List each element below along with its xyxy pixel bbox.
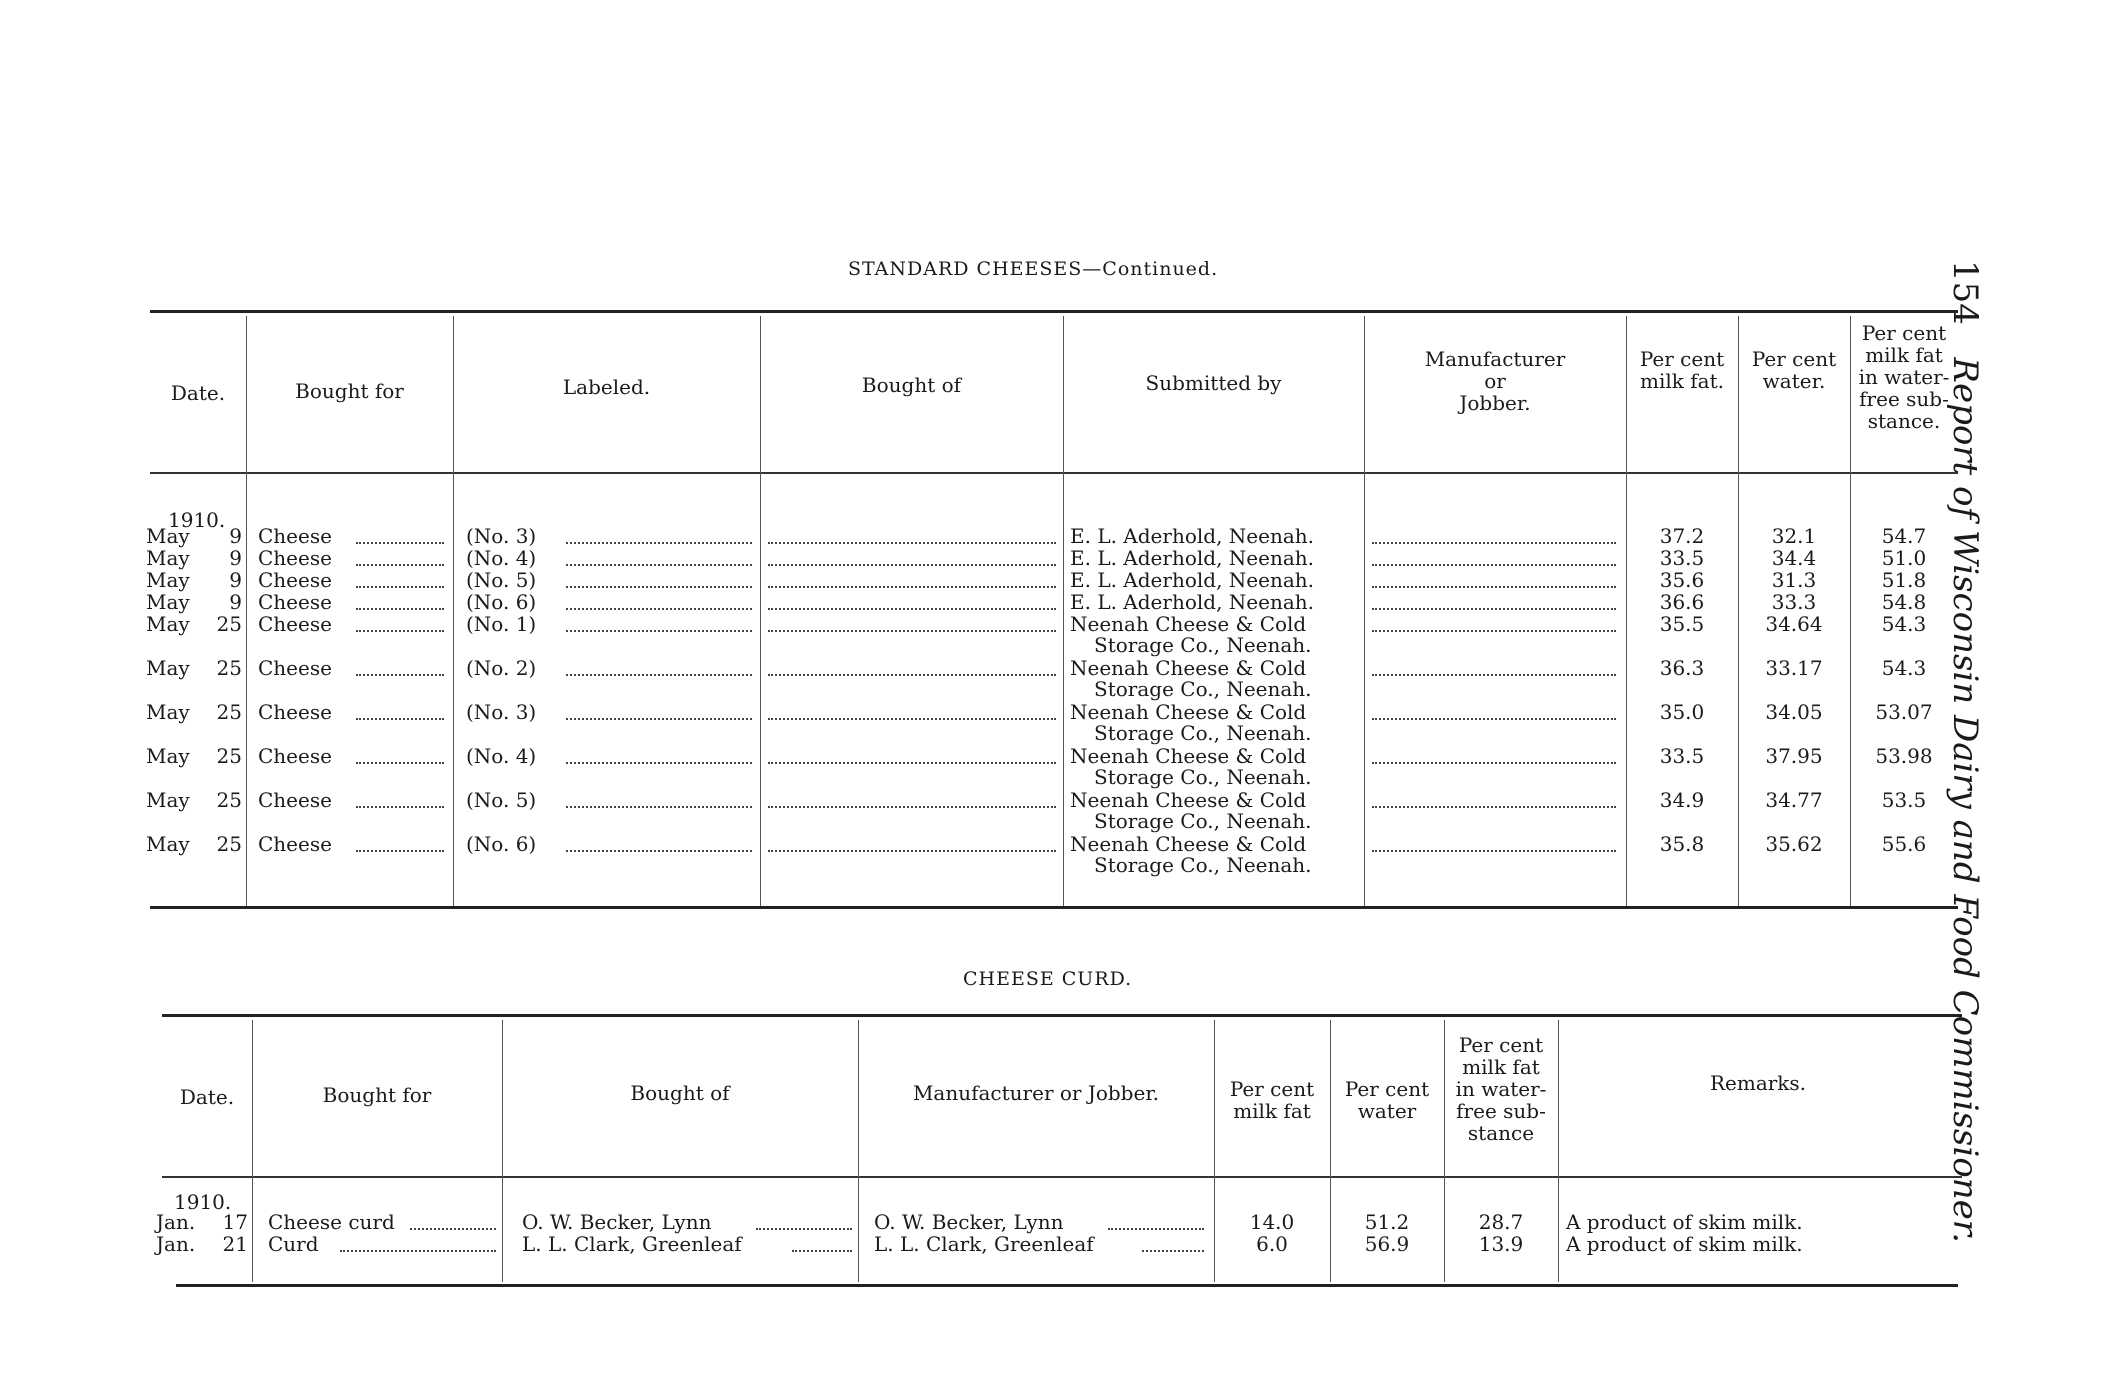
leader-dots xyxy=(1372,718,1616,720)
row-water: 31.3 xyxy=(1771,568,1817,592)
row-submitted-by: Neenah Cheese & Cold xyxy=(1070,744,1307,768)
curd-row-month: Jan. xyxy=(156,1210,196,1234)
curd-hdr-milk-fat: Per cent milk fat xyxy=(1229,1077,1315,1123)
leader-dots xyxy=(1142,1250,1204,1252)
row-water-free: 53.98 xyxy=(1875,744,1933,768)
leader-dots xyxy=(1372,586,1616,588)
leader-dots xyxy=(768,586,1056,588)
leader-dots xyxy=(768,806,1056,808)
row-submitted-by: Neenah Cheese & Cold xyxy=(1070,788,1307,812)
leader-dots xyxy=(356,762,444,764)
row-milk-fat: 35.0 xyxy=(1659,700,1705,724)
leader-dots xyxy=(566,542,752,544)
leader-dots xyxy=(768,630,1056,632)
row-water: 34.77 xyxy=(1765,788,1823,812)
row-water-free: 54.7 xyxy=(1881,524,1927,548)
leader-dots xyxy=(1372,608,1616,610)
hdr-water: Per cent water. xyxy=(1751,347,1837,393)
row-submitted-by-cont: Storage Co., Neenah. xyxy=(1094,633,1312,657)
col-divider xyxy=(760,316,761,906)
row-day: 25 xyxy=(216,744,242,768)
leader-dots xyxy=(356,564,444,566)
leader-dots xyxy=(566,608,752,610)
curd-row-bought-of: O. W. Becker, Lynn xyxy=(522,1210,712,1234)
leader-dots xyxy=(340,1250,496,1252)
row-milk-fat: 34.9 xyxy=(1659,788,1705,812)
row-milk-fat: 37.2 xyxy=(1659,524,1705,548)
row-labeled: (No. 5) xyxy=(466,788,537,812)
row-labeled: (No. 4) xyxy=(466,744,537,768)
year-label: 1910. xyxy=(168,508,226,532)
row-milk-fat: 35.6 xyxy=(1659,568,1705,592)
row-submitted-by: E. L. Aderhold, Neenah. xyxy=(1070,524,1315,548)
row-labeled: (No. 2) xyxy=(466,656,537,680)
leader-dots xyxy=(356,850,444,852)
row-labeled: (No. 3) xyxy=(466,524,537,548)
row-water: 33.17 xyxy=(1765,656,1823,680)
leader-dots xyxy=(1372,564,1616,566)
row-bought-for: Cheese xyxy=(258,612,332,636)
row-month: May xyxy=(146,524,190,548)
row-water-free: 53.07 xyxy=(1875,700,1933,724)
row-submitted-by: Neenah Cheese & Cold xyxy=(1070,612,1307,636)
curd-row-month: Jan. xyxy=(156,1232,196,1256)
row-day: 9 xyxy=(229,590,242,614)
row-day: 9 xyxy=(229,524,242,548)
curd-row-water-free: 28.7 xyxy=(1478,1210,1524,1234)
hdr-date: Date. xyxy=(170,381,226,405)
row-bought-for: Cheese xyxy=(258,546,332,570)
leader-dots xyxy=(566,762,752,764)
hdr-manufacturer: Manufacturer or Jobber. xyxy=(1424,347,1566,415)
col-divider xyxy=(1063,316,1064,906)
row-bought-for: Cheese xyxy=(258,700,332,724)
row-water-free: 54.3 xyxy=(1881,612,1927,636)
leader-dots xyxy=(768,850,1056,852)
curd-hdr-bought-for: Bought for xyxy=(322,1083,432,1107)
leader-dots xyxy=(1372,806,1616,808)
curd-year-label: 1910. xyxy=(174,1190,232,1214)
row-bought-for: Cheese xyxy=(258,744,332,768)
row-water: 32.1 xyxy=(1771,524,1817,548)
curd-row-water-free: 13.9 xyxy=(1478,1232,1524,1256)
row-labeled: (No. 6) xyxy=(466,832,537,856)
curd-row-milk-fat: 14.0 xyxy=(1249,1210,1295,1234)
leader-dots xyxy=(566,718,752,720)
leader-dots xyxy=(1372,542,1616,544)
row-submitted-by: E. L. Aderhold, Neenah. xyxy=(1070,546,1315,570)
curd-hdr-water: Per cent water xyxy=(1344,1077,1430,1123)
row-water: 33.3 xyxy=(1771,590,1817,614)
row-submitted-by: Neenah Cheese & Cold xyxy=(1070,656,1307,680)
row-day: 25 xyxy=(216,656,242,680)
row-bought-for: Cheese xyxy=(258,590,332,614)
row-day: 25 xyxy=(216,832,242,856)
row-month: May xyxy=(146,568,190,592)
row-submitted-by-cont: Storage Co., Neenah. xyxy=(1094,853,1312,877)
hdr-bought-of: Bought of xyxy=(861,373,962,397)
curd-hdr-water-free: Per cent milk fat in water- free sub- stance xyxy=(1455,1033,1547,1145)
curd-hdr-manufacturer: Manufacturer or Jobber. xyxy=(912,1081,1160,1105)
curd-row-bought-of: L. L. Clark, Greenleaf xyxy=(522,1232,742,1256)
curd-row-day: 17 xyxy=(222,1210,248,1234)
standard-table-title: STANDARD CHEESES—Continued. xyxy=(848,258,1219,280)
curd-row-day: 21 xyxy=(222,1232,248,1256)
row-bought-for: Cheese xyxy=(258,788,332,812)
leader-dots xyxy=(566,674,752,676)
curd-hdr-bought-of: Bought of xyxy=(630,1081,730,1105)
col-divider xyxy=(858,1020,859,1282)
row-month: May xyxy=(146,656,190,680)
leader-dots xyxy=(566,850,752,852)
row-labeled: (No. 3) xyxy=(466,700,537,724)
row-submitted-by-cont: Storage Co., Neenah. xyxy=(1094,809,1312,833)
hdr-bought-for: Bought for xyxy=(295,379,404,403)
row-month: May xyxy=(146,700,190,724)
leader-dots xyxy=(566,564,752,566)
col-divider xyxy=(252,1020,253,1282)
row-month: May xyxy=(146,744,190,768)
row-submitted-by-cont: Storage Co., Neenah. xyxy=(1094,677,1312,701)
leader-dots xyxy=(768,718,1056,720)
row-day: 25 xyxy=(216,612,242,636)
curd-top-rule xyxy=(162,1014,1962,1017)
row-submitted-by-cont: Storage Co., Neenah. xyxy=(1094,721,1312,745)
leader-dots xyxy=(410,1228,496,1230)
row-water: 34.4 xyxy=(1771,546,1817,570)
leader-dots xyxy=(792,1250,852,1252)
leader-dots xyxy=(566,586,752,588)
row-milk-fat: 35.8 xyxy=(1659,832,1705,856)
hdr-submitted-by: Submitted by xyxy=(1145,371,1282,395)
curd-row-bought-for: Cheese curd xyxy=(268,1210,395,1234)
row-day: 25 xyxy=(216,788,242,812)
leader-dots xyxy=(1372,630,1616,632)
leader-dots xyxy=(1372,674,1616,676)
leader-dots xyxy=(768,674,1056,676)
curd-row-remarks: A product of skim milk. xyxy=(1566,1210,1803,1234)
hdr-water-free: Per cent milk fat in water- free sub- stance. xyxy=(1858,321,1950,433)
curd-row-milk-fat: 6.0 xyxy=(1256,1232,1288,1256)
row-water-free: 55.6 xyxy=(1881,832,1927,856)
col-divider xyxy=(453,316,454,906)
curd-row-manufacturer: O. W. Becker, Lynn xyxy=(874,1210,1064,1234)
row-submitted-by: Neenah Cheese & Cold xyxy=(1070,832,1307,856)
curd-row-water: 56.9 xyxy=(1364,1232,1410,1256)
row-milk-fat: 36.3 xyxy=(1659,656,1705,680)
page-number: 154 xyxy=(1945,260,1985,325)
curd-hdr-remarks: Remarks. xyxy=(1709,1071,1807,1095)
leader-dots xyxy=(566,806,752,808)
col-divider xyxy=(502,1020,503,1282)
row-water: 34.05 xyxy=(1765,700,1823,724)
curd-bottom-rule xyxy=(176,1284,1958,1287)
row-water: 37.95 xyxy=(1765,744,1823,768)
row-water-free: 54.3 xyxy=(1881,656,1927,680)
row-water: 34.64 xyxy=(1765,612,1823,636)
leader-dots xyxy=(356,630,444,632)
row-submitted-by: E. L. Aderhold, Neenah. xyxy=(1070,590,1315,614)
row-milk-fat: 35.5 xyxy=(1659,612,1705,636)
row-labeled: (No. 4) xyxy=(466,546,537,570)
row-water-free: 51.0 xyxy=(1881,546,1927,570)
curd-row-remarks: A product of skim milk. xyxy=(1566,1232,1803,1256)
row-month: May xyxy=(146,546,190,570)
curd-row-water: 51.2 xyxy=(1364,1210,1410,1234)
row-bought-for: Cheese xyxy=(258,656,332,680)
curd-header-rule xyxy=(162,1176,1962,1178)
row-day: 25 xyxy=(216,700,242,724)
row-submitted-by-cont: Storage Co., Neenah. xyxy=(1094,765,1312,789)
col-divider xyxy=(246,316,247,906)
row-submitted-by: Neenah Cheese & Cold xyxy=(1070,700,1307,724)
curd-table-title: CHEESE CURD. xyxy=(963,968,1133,990)
row-bought-for: Cheese xyxy=(258,832,332,856)
leader-dots xyxy=(356,674,444,676)
leader-dots xyxy=(768,608,1056,610)
curd-hdr-date: Date. xyxy=(179,1085,235,1109)
row-water-free: 53.5 xyxy=(1881,788,1927,812)
leader-dots xyxy=(356,608,444,610)
leader-dots xyxy=(356,542,444,544)
row-milk-fat: 36.6 xyxy=(1659,590,1705,614)
row-labeled: (No. 6) xyxy=(466,590,537,614)
leader-dots xyxy=(356,806,444,808)
hdr-milk-fat: Per cent milk fat. xyxy=(1639,347,1725,393)
row-milk-fat: 33.5 xyxy=(1659,546,1705,570)
leader-dots xyxy=(1372,850,1616,852)
row-bought-for: Cheese xyxy=(258,568,332,592)
col-divider xyxy=(1558,1020,1559,1282)
row-bought-for: Cheese xyxy=(258,524,332,548)
standard-bottom-rule xyxy=(150,906,1958,909)
row-water-free: 54.8 xyxy=(1881,590,1927,614)
leader-dots xyxy=(768,762,1056,764)
leader-dots xyxy=(1372,762,1616,764)
leader-dots xyxy=(768,542,1056,544)
curd-row-manufacturer: L. L. Clark, Greenleaf xyxy=(874,1232,1094,1256)
leader-dots xyxy=(566,630,752,632)
row-labeled: (No. 5) xyxy=(466,568,537,592)
row-month: May xyxy=(146,612,190,636)
row-month: May xyxy=(146,832,190,856)
leader-dots xyxy=(356,718,444,720)
standard-top-rule xyxy=(150,310,1958,313)
row-water: 35.62 xyxy=(1765,832,1823,856)
leader-dots xyxy=(356,586,444,588)
leader-dots xyxy=(768,564,1056,566)
leader-dots xyxy=(756,1228,852,1230)
running-head-title: Report of Wisconsin Dairy and Food Commissioner. xyxy=(1945,357,1985,1244)
row-labeled: (No. 1) xyxy=(466,612,537,636)
hdr-labeled: Labeled. xyxy=(562,375,651,399)
standard-header-rule xyxy=(150,472,1958,474)
row-month: May xyxy=(146,590,190,614)
row-milk-fat: 33.5 xyxy=(1659,744,1705,768)
row-day: 9 xyxy=(229,568,242,592)
row-day: 9 xyxy=(229,546,242,570)
row-water-free: 51.8 xyxy=(1881,568,1927,592)
row-month: May xyxy=(146,788,190,812)
leader-dots xyxy=(1108,1228,1204,1230)
curd-row-bought-for: Curd xyxy=(268,1232,319,1256)
row-submitted-by: E. L. Aderhold, Neenah. xyxy=(1070,568,1315,592)
